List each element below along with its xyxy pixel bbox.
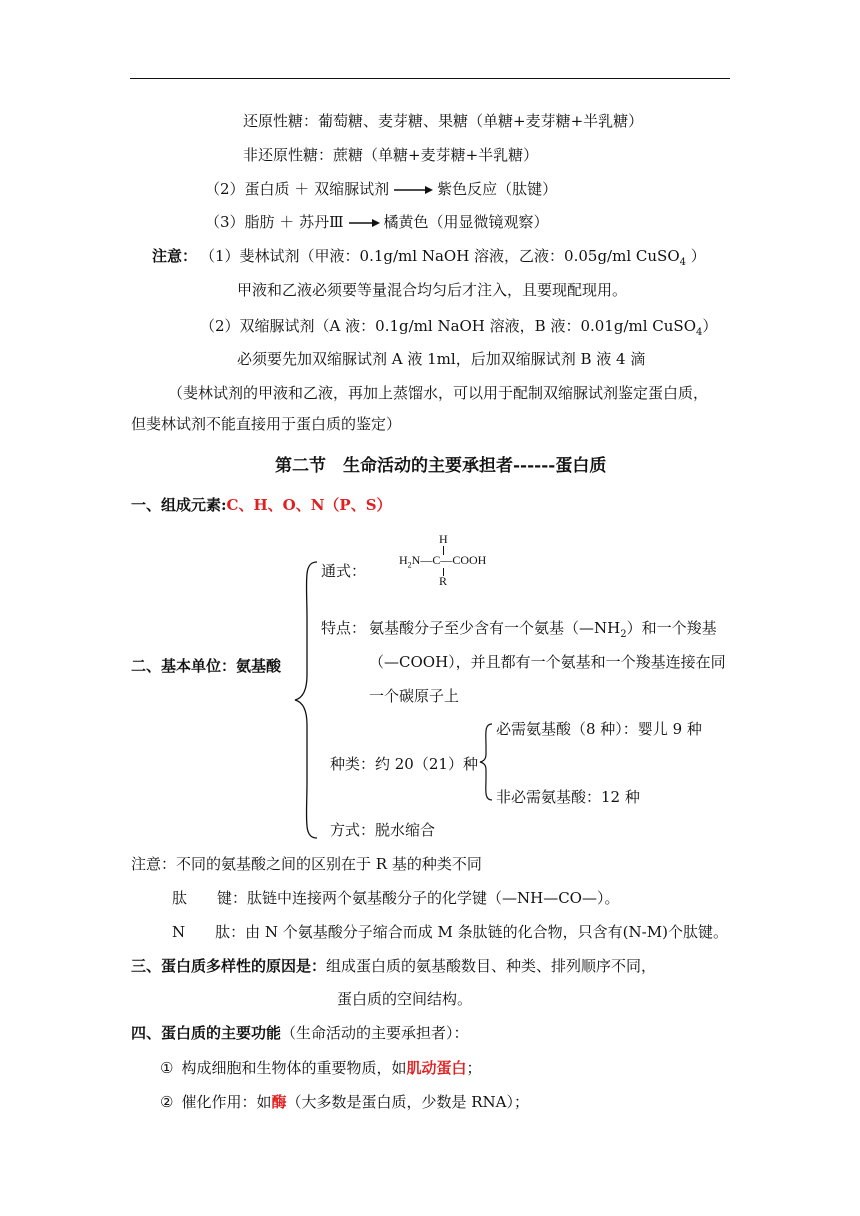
formula-r: R xyxy=(439,574,448,588)
amino-acid-formula xyxy=(398,530,518,590)
nonessential-amino-acids: 非必需氨基酸：12 种 xyxy=(496,788,640,806)
composition-label: 一、组成元素: xyxy=(131,496,227,514)
kinds-label: 种类：约 20（21）种 xyxy=(330,755,478,773)
fat-test-right: 橘黄色（用显微镜观察） xyxy=(383,213,549,231)
protein-test-right: 紫色反应（肽键） xyxy=(437,180,558,198)
feature-label: 特点： xyxy=(321,619,367,637)
enzyme-highlight: 酶 xyxy=(271,1093,287,1111)
feature-line-2: （—COOH），并且都有一个氨基和一个羧基连接在同 xyxy=(369,653,726,671)
protein-test-line xyxy=(205,179,557,199)
composition-elements: C、H、O、N（P、S） xyxy=(226,496,392,514)
diversity-line xyxy=(131,956,656,976)
small-brace-icon xyxy=(478,722,494,802)
reducing-sugar-line: 还原性糖：葡萄糖、麦芽糖、果糖（单糖+麦芽糖+半乳糖） xyxy=(243,112,644,130)
fat-test-line xyxy=(205,212,549,232)
section-title: 第二节 生命活动的主要承担者------蛋白质 xyxy=(275,456,607,476)
formula-h-top: H xyxy=(439,532,448,546)
fehling-reagent-line: （1）斐林试剂（甲液：0.1g/ml NaOH 溶液，乙液：0.05g/ml CuSO$_4$ ） xyxy=(200,247,706,268)
arrow-icon xyxy=(393,185,433,195)
function-number-2: ② xyxy=(160,1093,174,1111)
header-rule xyxy=(130,78,730,79)
diversity-value-2: 蛋白质的空间结构。 xyxy=(337,990,473,1008)
diversity-label: 三、蛋白质多样性的原因是： xyxy=(131,957,327,975)
arrow-icon xyxy=(348,218,380,228)
biuret-note-line: 必须要先加双缩脲试剂 A 液 1ml，后加双缩脲试剂 B 液 4 滴 xyxy=(237,350,646,368)
biuret-reagent-line: （2）双缩脲试剂（A 液：0.1g/ml NaOH 溶液，B 液：0.01g/ml CuSO$_4$） xyxy=(200,317,718,338)
protein-test-left: （2）蛋白质 ＋ 双缩脲试剂 xyxy=(205,180,390,198)
brace-icon xyxy=(293,560,319,840)
feature-line-1: 氨基酸分子至少含有一个氨基$(—NH_2)$和一个羧基 xyxy=(369,619,717,640)
method-line: 方式：脱水缩合 xyxy=(330,821,436,839)
function-item-1: ① 构成细胞和生物体的重要物质，如肌动蛋白； xyxy=(160,1059,482,1077)
diversity-value: 组成蛋白质的氨基酸数目、种类、排列顺序不同， xyxy=(326,957,657,975)
myosin-highlight: 肌动蛋白 xyxy=(406,1059,467,1077)
functions-label: 四、蛋白质的主要功能 xyxy=(131,1024,282,1042)
n-peptide-line: N 肽：由 N 个氨基酸分子缩合而成 M 条肽链的化合物，只含有(N-M)个肽键。 xyxy=(172,923,728,941)
formula-label: 通式： xyxy=(321,562,367,580)
feature-line-3: 一个碳原子上 xyxy=(369,687,460,705)
composition-line xyxy=(131,495,392,515)
fat-test-left: （3）脂肪 ＋ 苏丹Ⅲ xyxy=(205,213,344,231)
r-group-note: 注意：不同的氨基酸之间的区别在于 R 基的种类不同 xyxy=(131,855,482,873)
essential-amino-acids: 必需氨基酸（8 种）：婴儿 9 种 xyxy=(496,720,702,738)
nonreducing-sugar-line: 非还原性糖：蔗糖（单糖+麦芽糖+半乳糖） xyxy=(243,146,539,164)
fehling-note-line: 甲液和乙液必须要等量混合均匀后才注入，且要现配现用。 xyxy=(237,281,628,299)
paragraph-line-1: （斐林试剂的甲液和乙液，再加上蒸馏水，可以用于配制双缩脲试剂鉴定蛋白质， xyxy=(168,384,709,402)
functions-line xyxy=(131,1023,469,1043)
formula-main: $H_2N—C—COOH$ xyxy=(399,553,487,570)
function-number-1: ① xyxy=(160,1059,174,1077)
paragraph-line-2: 但斐林试剂不能直接用于蛋白质的鉴定） xyxy=(131,415,402,433)
peptide-bond-line: 肽 键：肽链中连接两个氨基酸分子的化学键（—NH—CO—）。 xyxy=(172,889,620,907)
functions-note: （生命活动的主要承担者）： xyxy=(281,1024,469,1042)
function-item-2: ② 催化作用：如酶（大多数是蛋白质，少数是 RNA）； xyxy=(160,1093,530,1111)
basic-unit-label: 二、基本单位：氨基酸 xyxy=(131,657,282,675)
note-label: 注意： xyxy=(152,247,198,265)
